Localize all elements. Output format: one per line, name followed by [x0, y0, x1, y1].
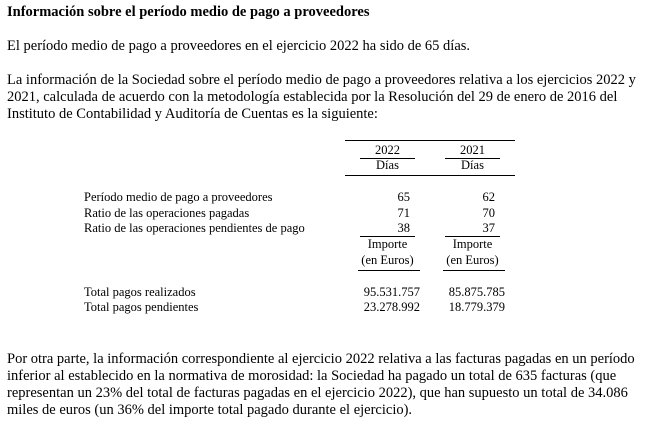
footer-paragraph: Por otra parte, la información correspondiente al ejercicio 2022 relativa a las facturas pagadas en un período inferior al establecido en la normativa de morosidad: la Sociedad ha pagado un total de 635 facturas (que representan un 23% del total de facturas pagadas en el ejercicio 2022), que han supuesto un total de 34.086 miles de euros (un 36% del importe total pagado durante el ejercicio).: [7, 351, 635, 418]
row-value-pending-ratio-2022: 38: [397, 221, 410, 235]
unit-amount-2021-line2: (en Euros): [446, 253, 499, 267]
amount-underline-2022: [358, 270, 420, 271]
row-value-total-pending-2021: 18.779.379: [448, 300, 505, 314]
col-header-2022: 2022: [375, 143, 400, 157]
row-value-paid-ratio-2021: 70: [482, 206, 495, 220]
row-label-pending-ratio: Ratio de las operaciones pendientes de pago: [84, 221, 305, 235]
header-bottom-rule: [345, 175, 515, 176]
intro-paragraph: El período medio de pago a proveedores en el ejercicio 2022 ha sido de 65 días.: [7, 38, 471, 54]
row-value-pending-ratio-2021: 37: [482, 221, 495, 235]
unit-days-2021: Días: [461, 158, 484, 172]
unit-amount-2021-line1: Importe: [452, 237, 493, 251]
row-label-total-paid: Total pagos realizados: [84, 285, 196, 299]
row-label-pmp: Período medio de pago a proveedores: [84, 190, 273, 204]
col-header-2021: 2021: [460, 143, 485, 157]
row-value-total-pending-2022: 23.278.992: [363, 300, 420, 314]
row-value-paid-ratio-2022: 71: [397, 206, 410, 220]
row-value-total-paid-2021: 85.875.785: [448, 285, 505, 299]
amount-underline-2021: [443, 270, 505, 271]
row-value-pmp-2021: 62: [482, 190, 495, 204]
row-label-paid-ratio: Ratio de las operaciones pagadas: [84, 206, 250, 220]
description-paragraph: La información de la Sociedad sobre el período medio de pago a proveedores relativa a los ejercicios 2022 y 2021, calculada de acuerdo con la metodología establecida por la Resolución del 29 de enero de 2016 del Instituto de Contabilidad y Auditoría de Cuentas es la siguiente:: [7, 72, 636, 122]
unit-amount-2022-line1: Importe: [367, 237, 408, 251]
row-label-total-pending: Total pagos pendientes: [84, 300, 199, 314]
unit-days-2022: Días: [376, 158, 399, 172]
row-value-total-paid-2022: 95.531.757: [363, 285, 420, 299]
row-value-pmp-2022: 65: [397, 190, 410, 204]
section-heading: Información sobre el período medio de pago a proveedores: [7, 4, 370, 20]
table-top-rule: [345, 140, 515, 141]
unit-amount-2022-line2: (en Euros): [361, 253, 414, 267]
